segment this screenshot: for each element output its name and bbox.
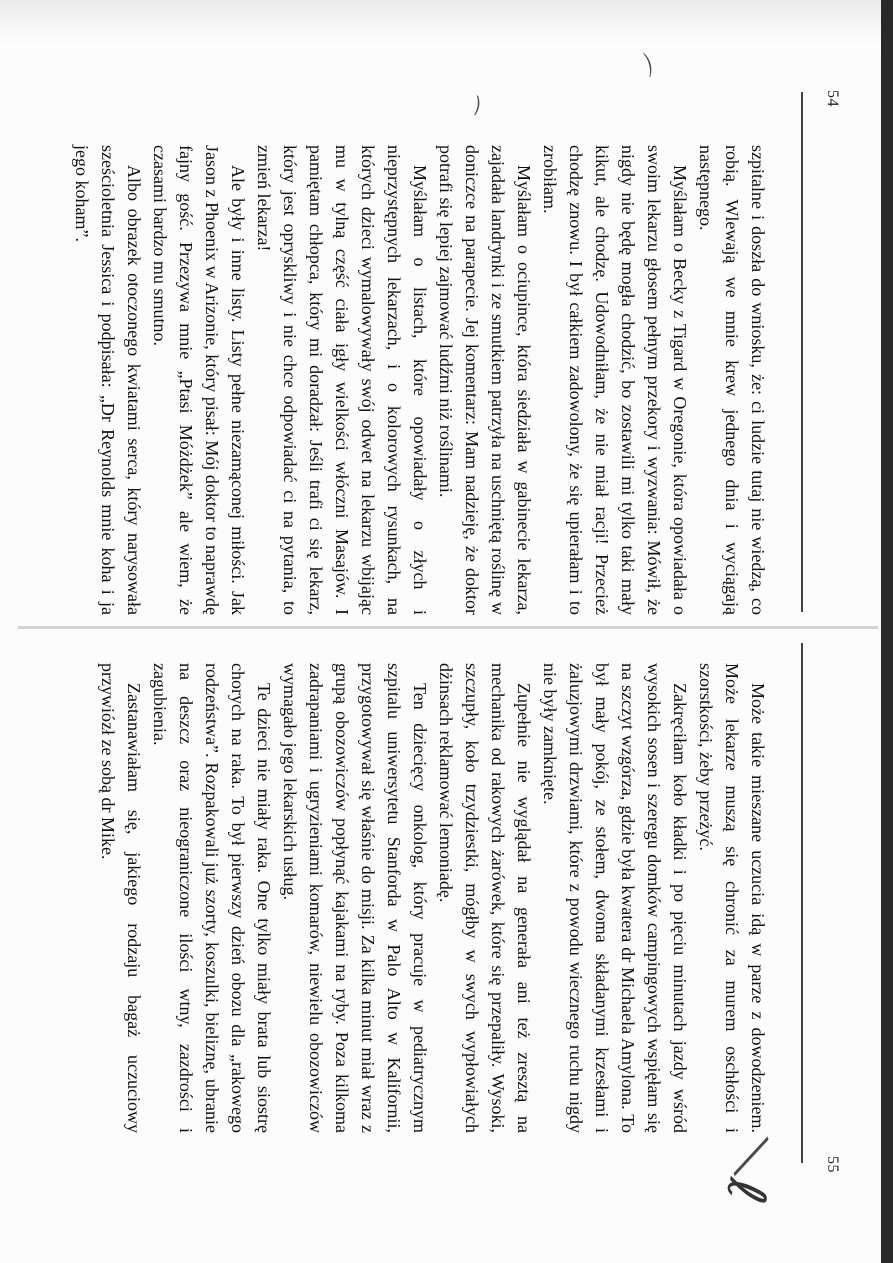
left-page-text (69, 145, 771, 615)
right-paragraph-4: Ten dziecięcy onkolog, który pracuje w pediatrycznym szpitalu uniwersytetu Stanforda w Palo Alto w Kalifornii, przygotowywał się właśnie do misji. Za kilka minut miał wraz z grupą obozowiczów popłynąć kajakami na ryby. Poza kilkoma zadrapaniami i ugryzieniami komarów, niewielu obozowiczów wymagało jego lekarskich usług. (280, 663, 430, 1133)
left-paragraph-2: Myślałam o Becky z Tigard w Oregonie, która opowiadała o swoim lekarzu głosem pełnym przekory i wyzwania: Mówił, że nigdy nie będę mogła chodzić, bo zostawili mi tylko taki mały kikut, ale chodzę. Udowodniłam, że nie miał racji! Przecież chodzę znowu. I był całkiem zadowolony, że się upierałam i to zrobiłam. (540, 145, 690, 615)
left-paragraph-3: Myślałam o ociupince, która siedziała w gabinecie lekarza, zajadała landrynki i ze smutkiem patrzyła na uschniętą roślinę w doniczce na parapecie. Jej komentarz: Mam nadzieję, że doktor potrafi się lepiej zajmować ludźmi niż roślinami. (436, 145, 534, 615)
right-paragraph-6: Zastanawiałam się, jakiego rodzaju bagaż uczuciowy przywiózł ze sobą dr Mike. (98, 663, 144, 1133)
left-page-number: 54 (824, 90, 841, 107)
left-paragraph-6: Albo obrazek otoczonego kwiatami serca, który narysowała sześcioletnia Jessica i podpisała: „Dr Reynolds mnie koha i ja jego koham”. (72, 145, 144, 615)
right-paragraph-5: Te dzieci nie miały raka. One tylko miały brata lub siostrę chorych na raka. To był pierwszy dzień obozu dla „rakowego rodzeństwa”. Rozpakowali już szorty, koszulki, bieliznę, ubranie na deszcz oraz nieograniczone ilości wtny, zazdrości i zagubienia. (150, 663, 274, 1133)
left-paragraph-5: Ale były i inne listy. Listy pełne niezamąconej miłości. Jak Jason z Phoenix w Arizonie, który pisał: Mój doktor to naprawdę fajny gość. Przezywa mnie „Ptasi Móżdżek” ale wiem, że czasami bardzo mu smutno. (150, 145, 248, 615)
right-page-text (95, 663, 771, 1133)
left-page-header-rule (801, 92, 803, 612)
right-paragraph-3: Zupełnie nie wyglądał na generała ani też zresztą na mechanika od rakowych żarówek, które się przepaliły. Wysoki, szczupły, koło trzydziestki, mógłby w swych wypłowiałych dżinsach reklamować lemoniadę. (436, 663, 534, 1133)
pencil-stroke-icon: ╲ (726, 1138, 776, 1175)
left-page (0, 0, 893, 620)
right-paragraph-2: Zakręciłam koło kładki i po pięciu minutach jazdy wśród wysokich sosen i szeregu domków campingowych wspięłam się na szczyt wzgórza, gdzie była kwatera dr Michaela Amylona. To był mały pokój, ze stołem, dwoma składanymi krzesłami i żaluzjowymi drzwiami, które z powodu wiecznego ruchu nigdy nie były zamknięte. (540, 663, 690, 1133)
pencil-mark-icon: ⌒ (619, 51, 655, 85)
right-page-header-rule (801, 643, 803, 1163)
right-page-number: 55 (824, 1156, 841, 1173)
right-paragraph-1: Może takie mieszane uczucia idą w parze z dowodzeniem. Może lekarze muszą się chronić za murem oschłości i szorstkości, żeby przeżyć. (696, 663, 768, 1133)
left-paragraph-1: szpitalne i doszła do wniosku, że: ci ludzie tutaj nie wiedzą, co robią. Wlewają we mnie krew jednego dnia i wyciągają następnego. (696, 145, 768, 615)
handwritten-mark-icon: ℓ (713, 1173, 780, 1209)
left-paragraph-4: Myślałam o listach, które opowiadały o złych i nieprzystępnych lekarzach, i o kolorowych rysunkach, na których dzieci wymalowywały swój odwet na lekarzu wbijając mu w tylną część ciała igły wielkości włóczni Masajów. I pamiętam chłopca, który mi doradzał: Jeśli trafi ci się lekarz, który jest opryskliwy i nie chce odpowiadać ci na pytania, to zmień lekarza! (254, 145, 430, 615)
pencil-mark-icon: ⁀ (451, 93, 480, 115)
right-page (0, 643, 893, 1263)
